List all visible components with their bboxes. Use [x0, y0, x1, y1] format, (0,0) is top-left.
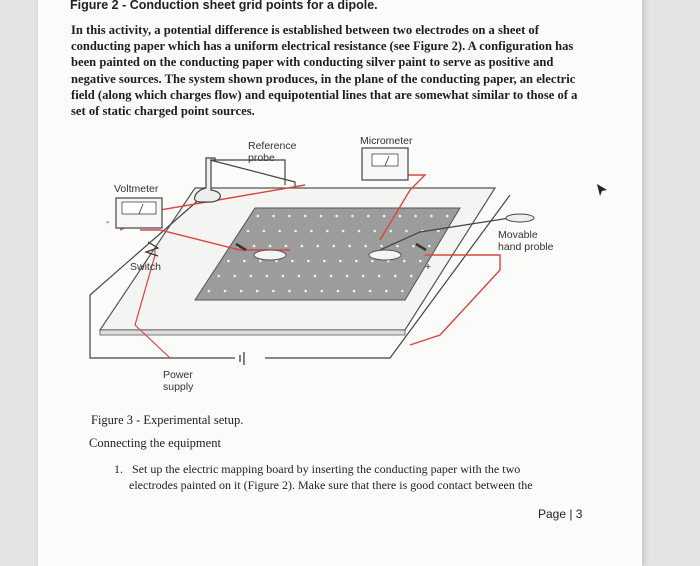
grid-dot [323, 260, 326, 263]
grid-dot [333, 245, 336, 248]
step-number: 1. [114, 462, 123, 476]
grid-dot [250, 275, 253, 278]
page-number: Page | 3 [538, 507, 583, 521]
grid-dot [446, 215, 449, 218]
grid-dot [285, 245, 288, 248]
grid-dot [272, 215, 275, 218]
grid-dot [389, 230, 392, 233]
grid-dot [208, 290, 211, 293]
grid-dot [288, 215, 291, 218]
grid-dot [371, 260, 374, 263]
grid-dot [385, 290, 388, 293]
grid-dot [304, 215, 307, 218]
grid-dot [257, 215, 260, 218]
grid-dot [330, 275, 333, 278]
grid-dot [351, 215, 354, 218]
grid-dot [337, 290, 340, 293]
grid-dot [256, 290, 259, 293]
grid-dot [380, 245, 383, 248]
reference-probe [195, 158, 221, 202]
grid-dot [317, 245, 320, 248]
grid-dot [233, 275, 236, 278]
section-heading: Connecting the equipment [89, 436, 221, 450]
grid-dot [272, 290, 275, 293]
grid-dot [269, 245, 272, 248]
grid-dot [320, 215, 323, 218]
grid-dot [394, 275, 397, 278]
grid-dot [310, 230, 313, 233]
grid-dot [247, 230, 250, 233]
grid-dot [326, 230, 329, 233]
reference-probe-label-line1: Reference [248, 140, 297, 152]
grid-dot [227, 260, 230, 263]
grid-dot [307, 260, 310, 263]
grid-dot [428, 245, 431, 248]
figure2-caption: Figure 2 - Conduction sheet grid points for a dipole. [70, 0, 378, 12]
grid-dot [278, 230, 281, 233]
grid-dot [288, 290, 291, 293]
figure3-caption: Figure 3 - Experimental setup. [91, 413, 244, 427]
grid-dot [358, 230, 361, 233]
grid-dot [405, 230, 408, 233]
grid-dot [374, 230, 377, 233]
positive-electrode [369, 250, 401, 260]
grid-dot [224, 290, 227, 293]
grid-dot [419, 260, 422, 263]
negative-electrode [254, 250, 286, 260]
minus-sign: - [106, 216, 110, 228]
grid-dot [412, 245, 415, 248]
grid-dot [414, 215, 417, 218]
experimental-setup-diagram [80, 130, 600, 400]
grid-dot [403, 260, 406, 263]
grid-dot [321, 290, 324, 293]
grid-dot [253, 245, 256, 248]
grid-dot [298, 275, 301, 278]
grid-dot [217, 275, 220, 278]
plus-sign: + [425, 261, 432, 273]
grid-dot [335, 215, 338, 218]
voltmeter-label: Voltmeter [114, 183, 159, 195]
grid-dot [282, 275, 285, 278]
grid-dot [430, 215, 433, 218]
movable-probe-label-line1: Movable [498, 229, 538, 241]
grid-dot [348, 245, 351, 248]
power-supply-label-line2: supply [163, 381, 194, 393]
step-text-line1: Set up the electric mapping board by inserting the conducting paper with the two [132, 462, 521, 476]
grid-dot [243, 260, 246, 263]
grid-dot [367, 215, 370, 218]
intro-paragraph: In this activity, a potential difference is established between two electrodes on a sheet of conducting paper which has a uniform electrical resistance (see Figure 2). A configuration has been painted on the conducting paper with conducting silver paint to serve as positive and negative sources. The system shown produces, in the plane of the conducting paper, an electric field (along which charges flow) and equipotential lines that are somewhat similar to those of a set of static charged point sources. [71, 23, 578, 119]
grid-dot [240, 290, 243, 293]
grid-dot [339, 260, 342, 263]
grid-dot [266, 275, 269, 278]
grid-dot [301, 245, 304, 248]
reference-probe-label-line2: probe [248, 152, 275, 164]
grid-dot [401, 290, 404, 293]
switch-label: Switch [130, 261, 161, 273]
grid-dot [314, 275, 317, 278]
grid-dot [291, 260, 294, 263]
grid-dot [364, 245, 367, 248]
grid-dot [355, 260, 358, 263]
grid-dot [396, 245, 399, 248]
grid-dot [304, 290, 307, 293]
grid-dot [369, 290, 372, 293]
list-item [114, 462, 584, 493]
grid-dot [437, 230, 440, 233]
board-edge [100, 330, 405, 335]
grid-dot [294, 230, 297, 233]
movable-probe-label-line2: hand proble [498, 241, 554, 253]
mouse-cursor-icon [596, 183, 608, 197]
micrometer-label: Micrometer [360, 135, 413, 147]
grid-dot [346, 275, 349, 278]
grid-dot [353, 290, 356, 293]
grid-dot [263, 230, 266, 233]
grid-dot [410, 275, 413, 278]
power-supply-label-line1: Power [163, 369, 193, 381]
grid-dot [378, 275, 381, 278]
grid-dot [383, 215, 386, 218]
grid-dot [399, 215, 402, 218]
grid-dot [259, 260, 262, 263]
grid-dot [362, 275, 365, 278]
grid-dot [342, 230, 345, 233]
step-text-line2: electrodes painted on it (Figure 2). Make sure that there is good contact between the [129, 477, 533, 492]
